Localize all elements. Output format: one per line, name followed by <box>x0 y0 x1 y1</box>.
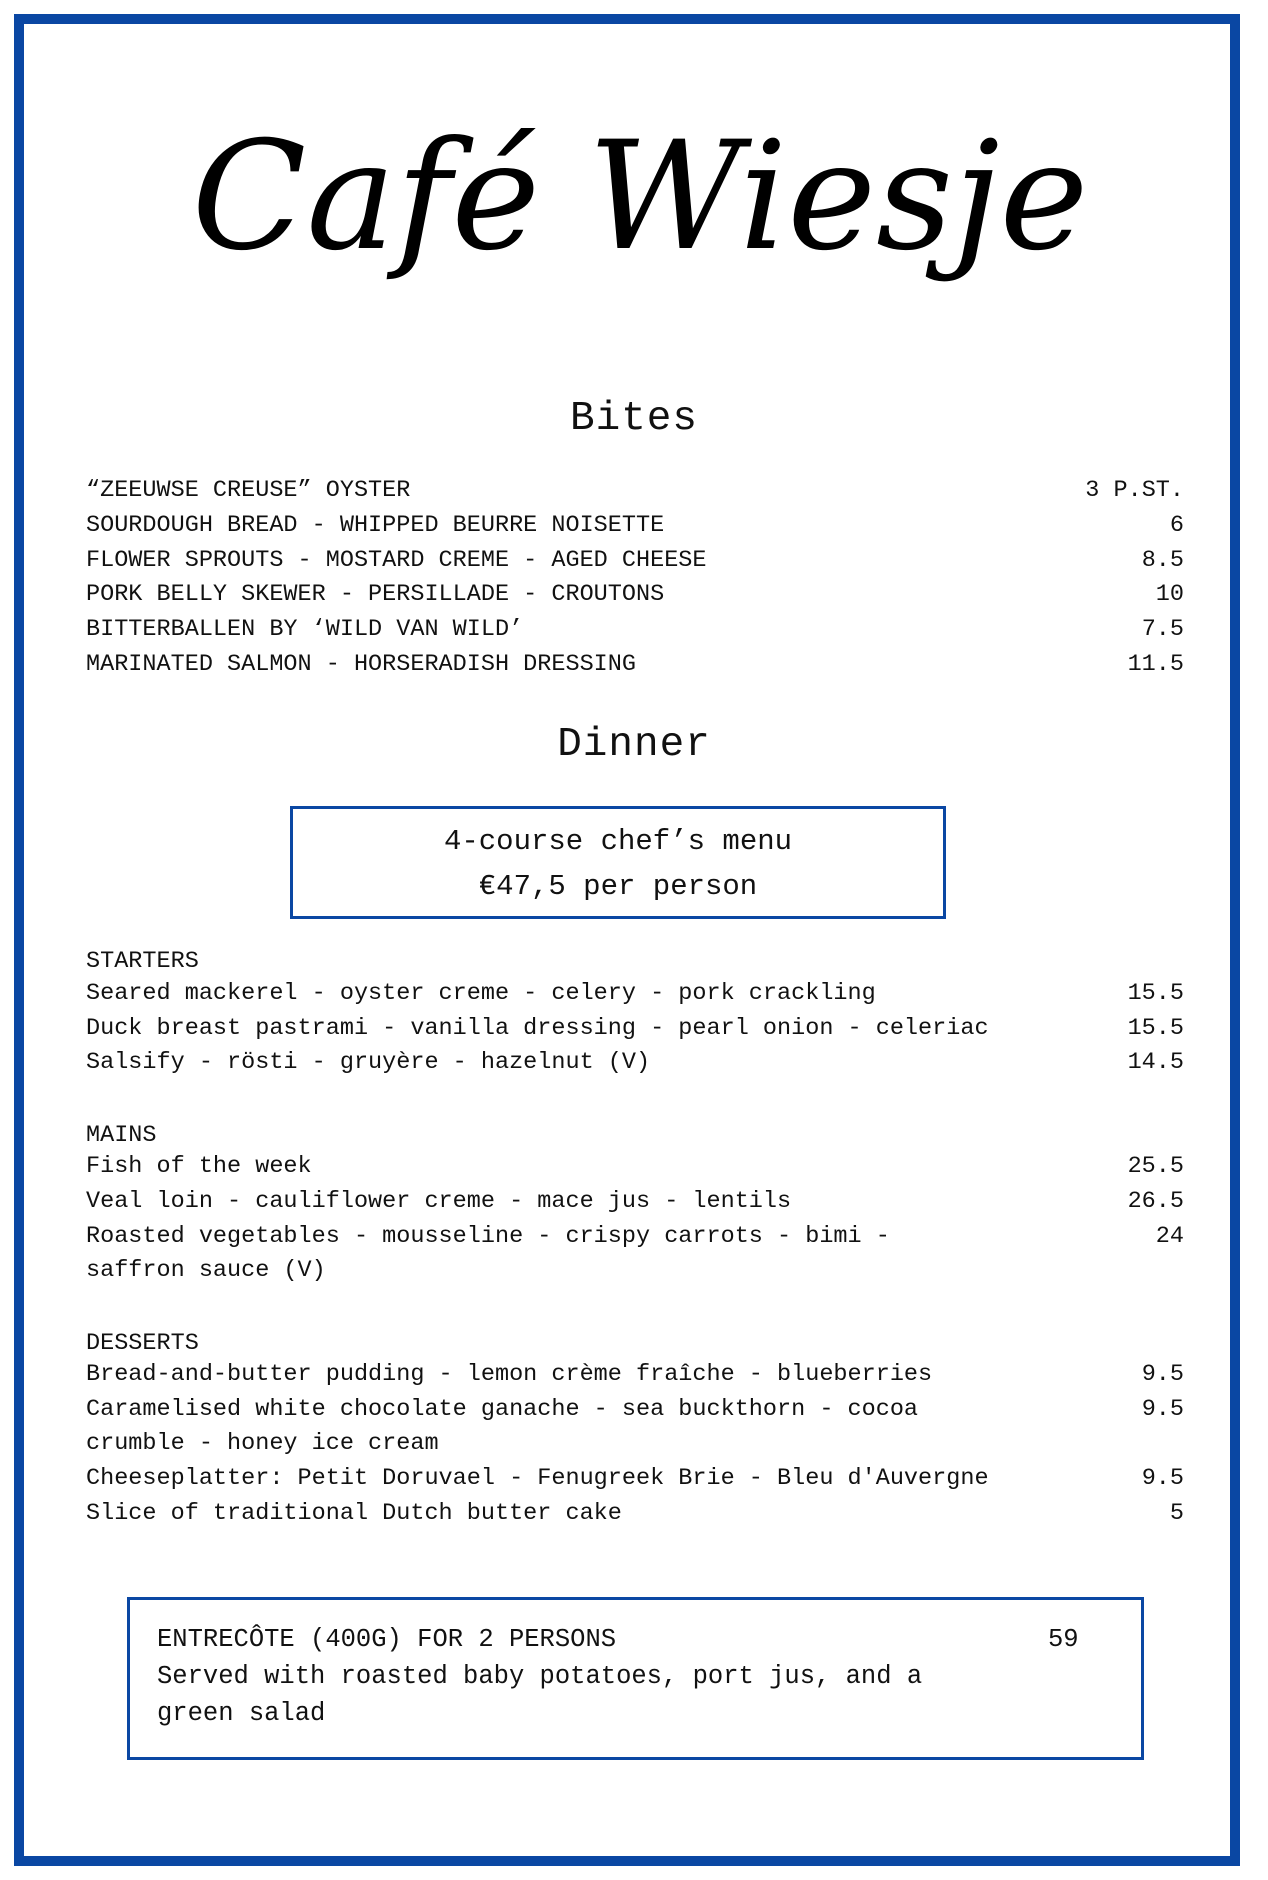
item-price: 11.5 <box>1127 651 1184 678</box>
section-title-dinner: Dinner <box>557 722 711 768</box>
category-label-desserts: DESSERTS <box>86 1330 199 1357</box>
chef-menu-price: €47,5 per person <box>478 870 758 903</box>
special-description-line2: green salad <box>157 1699 326 1728</box>
item-name: Fish of the week <box>86 1153 312 1180</box>
item-name: BITTERBALLEN BY ‘WILD VAN WILD’ <box>86 616 524 643</box>
item-name: Slice of traditional Dutch butter cake <box>86 1500 622 1527</box>
item-name: MARINATED SALMON - HORSERADISH DRESSING <box>86 651 636 678</box>
item-price: 6 <box>1169 512 1184 539</box>
item-price: 10 <box>1155 581 1184 608</box>
item-name: Duck breast pastrami - vanilla dressing - pearl onion - celeriac <box>86 1015 989 1042</box>
item-name: Cheeseplatter: Petit Doruvael - Fenugreek Brie - Bleu d'Auvergne <box>86 1465 989 1492</box>
item-price: 24 <box>1155 1223 1184 1250</box>
item-price: 8.5 <box>1141 547 1184 574</box>
item-name: Caramelised white chocolate ganache - sea buckthorn - cocoa <box>86 1396 919 1423</box>
item-name: Veal loin - cauliflower creme - mace jus - lentils <box>86 1188 792 1215</box>
item-name: Bread-and-butter pudding - lemon crème fraîche - blueberries <box>86 1361 933 1388</box>
category-label-starters: STARTERS <box>86 948 199 975</box>
logo-script-svg <box>191 58 1089 348</box>
item-price: 9.5 <box>1141 1361 1184 1388</box>
item-price: 14.5 <box>1127 1049 1184 1076</box>
item-name: FLOWER SPROUTS - MOSTARD CREME - AGED CHEESE <box>86 547 707 574</box>
item-name: PORK BELLY SKEWER - PERSILLADE - CROUTONS <box>86 581 665 608</box>
item-price: 5 <box>1169 1500 1184 1527</box>
special-title: ENTRECÔTE (400G) FOR 2 PERSONS <box>157 1625 617 1654</box>
item-price: 15.5 <box>1127 980 1184 1007</box>
item-price: 15.5 <box>1127 1015 1184 1042</box>
item-name: “ZEEUWSE CREUSE” OYSTER <box>86 477 411 504</box>
logo-text: Café Wiesje <box>191 110 1089 284</box>
special-box <box>127 1597 1144 1760</box>
chef-menu-box <box>290 806 946 919</box>
special-price: 59 <box>1048 1625 1079 1654</box>
item-price: 7.5 <box>1141 616 1184 643</box>
item-name: Seared mackerel - oyster creme - celery - pork crackling <box>86 980 876 1007</box>
item-name: Roasted vegetables - mousseline - crispy carrots - bimi - <box>86 1223 890 1250</box>
item-name: SOURDOUGH BREAD - WHIPPED BEURRE NOISETTE <box>86 512 665 539</box>
item-price: 9.5 <box>1141 1465 1184 1492</box>
item-name-continued: saffron sauce (V) <box>86 1257 326 1284</box>
item-price: 25.5 <box>1127 1153 1184 1180</box>
item-price: 3 P.ST. <box>1085 477 1184 504</box>
category-label-mains: MAINS <box>86 1122 157 1149</box>
item-price: 9.5 <box>1141 1396 1184 1423</box>
section-title-bites: Bites <box>569 396 699 442</box>
item-price: 26.5 <box>1127 1188 1184 1215</box>
item-name-continued: crumble - honey ice cream <box>86 1430 439 1457</box>
special-description-line1: Served with roasted baby potatoes, port jus, and a <box>157 1662 923 1691</box>
cafe-logo <box>191 58 1089 348</box>
chef-menu-title: 4-course chef’s menu <box>443 825 793 858</box>
item-name: Salsify - rösti - gruyère - hazelnut (V) <box>86 1049 651 1076</box>
